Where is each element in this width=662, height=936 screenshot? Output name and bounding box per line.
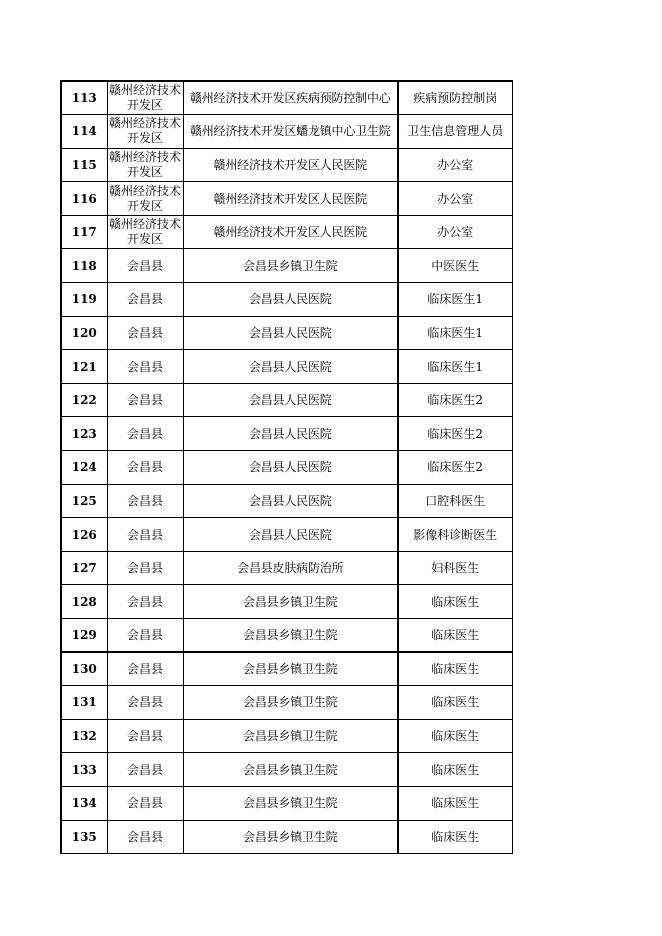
unit-cell: 会昌县乡镇卫生院: [183, 786, 398, 820]
post-cell: 临床医生: [398, 585, 512, 619]
table-row: [61, 81, 512, 115]
region-cell: 会昌县: [107, 484, 183, 518]
post-cell: 临床医生: [398, 652, 512, 686]
post-cell: 临床医生: [398, 619, 512, 653]
unit-cell: 会昌县人民医院: [183, 383, 398, 417]
unit-cell: 会昌县乡镇卫生院: [183, 652, 398, 686]
region-cell: 赣州经济技术开发区: [107, 182, 183, 216]
unit-cell: 赣州经济技术开发区蟠龙镇中心卫生院: [183, 115, 398, 149]
row-number-cell: 119: [61, 283, 107, 317]
unit-cell: 会昌县乡镇卫生院: [183, 619, 398, 653]
table-row: [61, 215, 512, 249]
post-cell: 临床医生2: [398, 451, 512, 485]
region-cell: 会昌县: [107, 283, 183, 317]
region-cell: 赣州经济技术开发区: [107, 115, 183, 149]
unit-cell: 会昌县乡镇卫生院: [183, 719, 398, 753]
row-number-cell: 135: [61, 820, 107, 854]
table-row: [61, 249, 512, 283]
post-cell: 影像科诊断医生: [398, 518, 512, 552]
table-row: [61, 719, 512, 753]
post-cell: 口腔科医生: [398, 484, 512, 518]
row-number-cell: 120: [61, 316, 107, 350]
row-number-cell: 118: [61, 249, 107, 283]
table-row: [61, 518, 512, 552]
unit-cell: 会昌县人民医院: [183, 518, 398, 552]
row-number-cell: 128: [61, 585, 107, 619]
region-cell: 会昌县: [107, 686, 183, 720]
post-cell: 办公室: [398, 215, 512, 249]
unit-cell: 会昌县皮肤病防治所: [183, 551, 398, 585]
region-cell: 会昌县: [107, 383, 183, 417]
post-cell: 临床医生: [398, 719, 512, 753]
region-cell: 会昌县: [107, 652, 183, 686]
post-cell: 办公室: [398, 148, 512, 182]
row-number-cell: 123: [61, 417, 107, 451]
table-row: [61, 283, 512, 317]
table-row: [61, 316, 512, 350]
unit-cell: 会昌县乡镇卫生院: [183, 585, 398, 619]
table-row: [61, 182, 512, 216]
unit-cell: 赣州经济技术开发区人民医院: [183, 182, 398, 216]
table-row: [61, 451, 512, 485]
post-cell: 临床医生1: [398, 350, 512, 384]
table-row: [61, 619, 512, 653]
region-cell: 会昌县: [107, 451, 183, 485]
unit-cell: 会昌县乡镇卫生院: [183, 820, 398, 854]
row-number-cell: 126: [61, 518, 107, 552]
unit-cell: 会昌县乡镇卫生院: [183, 249, 398, 283]
table-row: [61, 686, 512, 720]
table-row: [61, 417, 512, 451]
region-cell: 会昌县: [107, 551, 183, 585]
region-cell: 会昌县: [107, 316, 183, 350]
row-number-cell: 116: [61, 182, 107, 216]
post-cell: 中医医生: [398, 249, 512, 283]
row-number-cell: 132: [61, 719, 107, 753]
post-cell: 妇科医生: [398, 551, 512, 585]
table-row: [61, 484, 512, 518]
table-row: [61, 652, 512, 686]
region-cell: 会昌县: [107, 786, 183, 820]
row-number-cell: 121: [61, 350, 107, 384]
table-row: [61, 115, 512, 149]
region-cell: 会昌县: [107, 619, 183, 653]
post-cell: 临床医生2: [398, 383, 512, 417]
post-cell: 临床医生: [398, 686, 512, 720]
table-row: [61, 820, 512, 854]
unit-cell: 会昌县人民医院: [183, 316, 398, 350]
unit-cell: 会昌县乡镇卫生院: [183, 686, 398, 720]
table-row: [61, 383, 512, 417]
region-cell: 会昌县: [107, 753, 183, 787]
region-cell: 赣州经济技术开发区: [107, 81, 183, 115]
region-cell: 赣州经济技术开发区: [107, 215, 183, 249]
unit-cell: 赣州经济技术开发区人民医院: [183, 215, 398, 249]
region-cell: 会昌县: [107, 350, 183, 384]
post-cell: 临床医生: [398, 753, 512, 787]
row-number-cell: 134: [61, 786, 107, 820]
post-cell: 临床医生2: [398, 417, 512, 451]
unit-cell: 会昌县人民医院: [183, 484, 398, 518]
unit-cell: 会昌县乡镇卫生院: [183, 753, 398, 787]
recruitment-table: [60, 80, 513, 854]
table-row: [61, 350, 512, 384]
post-cell: 临床医生1: [398, 283, 512, 317]
unit-cell: 赣州经济技术开发区疾病预防控制中心: [183, 81, 398, 115]
row-number-cell: 129: [61, 619, 107, 653]
unit-cell: 会昌县人民医院: [183, 417, 398, 451]
post-cell: 临床医生: [398, 820, 512, 854]
post-cell: 临床医生1: [398, 316, 512, 350]
table-row: [61, 551, 512, 585]
region-cell: 会昌县: [107, 820, 183, 854]
unit-cell: 会昌县人民医院: [183, 451, 398, 485]
row-number-cell: 127: [61, 551, 107, 585]
post-cell: 卫生信息管理人员: [398, 115, 512, 149]
row-number-cell: 122: [61, 383, 107, 417]
post-cell: 办公室: [398, 182, 512, 216]
region-cell: 赣州经济技术开发区: [107, 148, 183, 182]
post-cell: 疾病预防控制岗: [398, 81, 512, 115]
row-number-cell: 124: [61, 451, 107, 485]
region-cell: 会昌县: [107, 719, 183, 753]
unit-cell: 会昌县人民医院: [183, 350, 398, 384]
region-cell: 会昌县: [107, 585, 183, 619]
row-number-cell: 117: [61, 215, 107, 249]
row-number-cell: 115: [61, 148, 107, 182]
region-cell: 会昌县: [107, 249, 183, 283]
region-cell: 会昌县: [107, 518, 183, 552]
post-cell: 临床医生: [398, 786, 512, 820]
table-row: [61, 753, 512, 787]
row-number-cell: 131: [61, 686, 107, 720]
table-row: [61, 148, 512, 182]
unit-cell: 会昌县人民医院: [183, 283, 398, 317]
table-row: [61, 585, 512, 619]
unit-cell: 赣州经济技术开发区人民医院: [183, 148, 398, 182]
row-number-cell: 125: [61, 484, 107, 518]
table-row: [61, 786, 512, 820]
row-number-cell: 114: [61, 115, 107, 149]
row-number-cell: 113: [61, 81, 107, 115]
row-number-cell: 133: [61, 753, 107, 787]
row-number-cell: 130: [61, 652, 107, 686]
region-cell: 会昌县: [107, 417, 183, 451]
table-body: [61, 81, 512, 854]
